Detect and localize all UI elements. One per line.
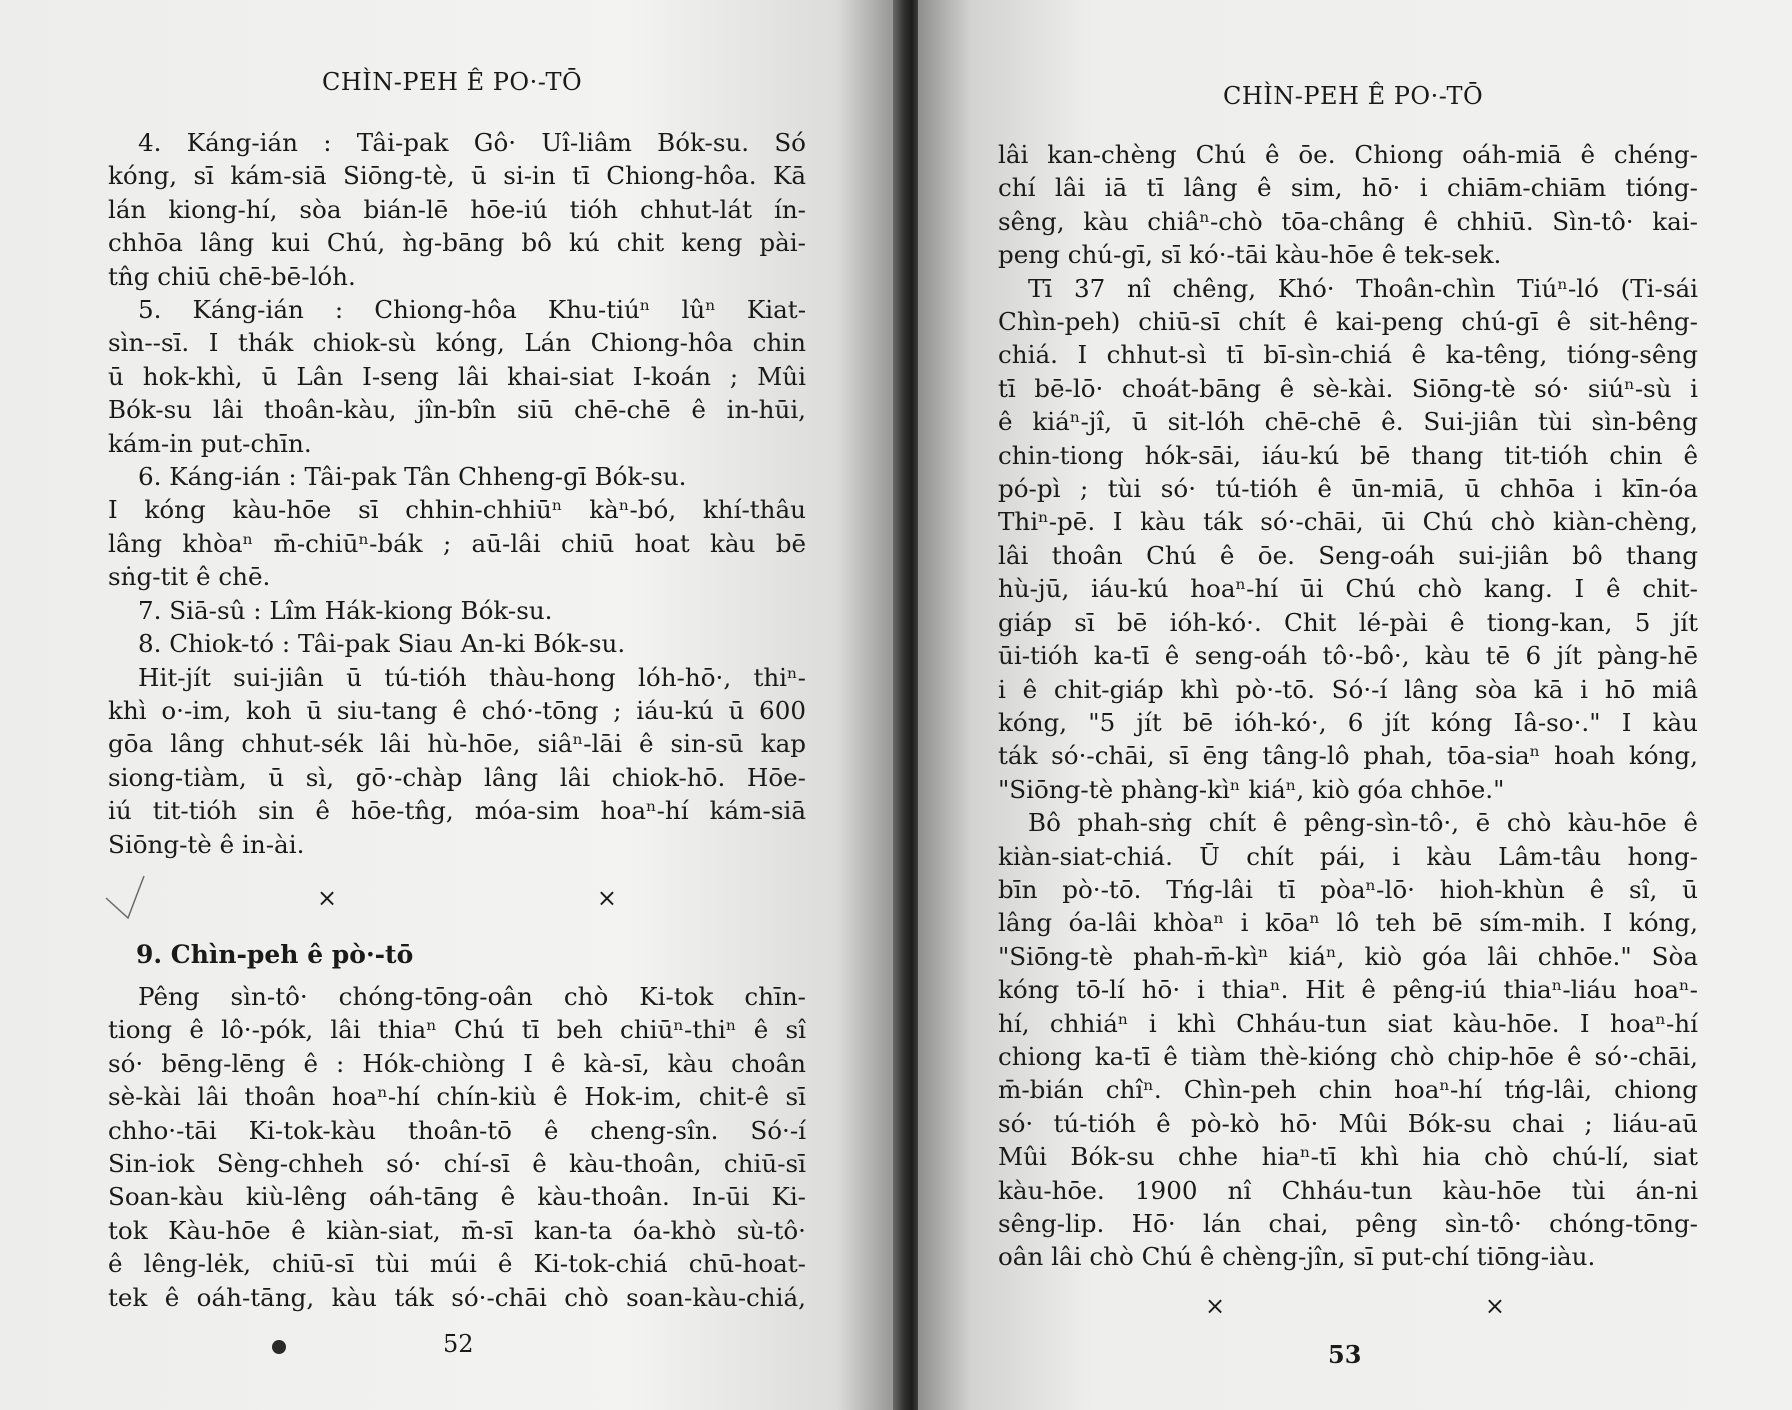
text-line: khì o·-im, koh ū siu-tang ê chó·-tōng ; iáu-kú ū 600 [108,695,806,725]
running-head: CHÌN-PEH Ê PO·-TŌ [322,68,583,96]
text-line: kóng tō-lí hō· i thiaⁿ. Hit ê pêng-iú thiaⁿ-liáu hoaⁿ- [998,975,1698,1005]
text-line: ū hok-khì, ū Lân I-seng lâi khai-siat I-koán ; Mûi [108,361,806,391]
text-line: tī bē-lō· choát-bāng ê sè-kài. Siōng-tè só· siúⁿ-sù i [998,373,1698,403]
text-line: Soan-kàu kiù-lêng oáh-tāng ê kàu-thoân. In-ūi Ki- [108,1182,806,1212]
page-number: 52 [443,1330,474,1358]
section-heading: 9. Chìn-peh ê pò·-tō [136,940,414,969]
text-line: oân lâi chò Chú ê chèng-jîn, sī put-chí tiōng-iàu. [998,1242,1596,1272]
text-line: m̄-bián chîⁿ. Chìn-peh chin hoaⁿ-hí tńg-lâi, chiong [998,1075,1698,1105]
ink-smudge [272,1340,286,1354]
text-line: lâng khòaⁿ m̄-chiūⁿ-bák ; aū-lâi chiū hoat kàu bē [108,528,806,558]
text-line: sêng-lip. Hō· lán chai, pêng sìn-tô· chóng-tōng- [998,1209,1698,1238]
text-line: sìn--sī. I thák chiok-sù kóng, Lán Chiong-hôa chin [108,328,806,358]
text-line: chhōa lâng kui Chú, ǹg-bāng bô kú chit keng pài- [108,228,806,258]
pencil-check-mark [104,874,148,924]
text-line: kóng, "5 jít bē ióh-kó·, 6 jít kóng Iâ-so·." I kàu [998,707,1698,737]
separator-mark: × [1484,1292,1505,1320]
text-line: lâi thoân Chú ê ōe. Seng-oáh sui-jiân bô thang [998,540,1698,570]
text-line: iú tit-tióh sin ê hōe-tn̂g, móa-sim hoaⁿ-hí kám-siā [108,796,806,826]
text-line: tiong ê lô·-pók, lâi thiaⁿ Chú tī beh chiūⁿ-thiⁿ ê sî [108,1015,806,1045]
text-line: Pêng sìn-tô· chóng-tōng-oân chò Ki-tok chīn- [138,982,806,1011]
text-line: Hit-jít sui-jiân ū tú-tióh thàu-hong lóh-hō·, thiⁿ- [138,662,806,692]
text-line: lâi kan-chèng Chú ê ōe. Chiong oáh-miā ê chéng- [998,140,1698,169]
body-text [108,126,806,861]
text-line: siong-tiàm, ū sì, gō·-chàp lâng lâi chiok-hō. Hōe- [108,762,806,792]
text-line: hù-jū, iáu-kú hoaⁿ-hí ūi Chú chò kang. I ê chit- [998,574,1698,604]
text-line: gōa lâng chhut-sék lâi hù-hōe, siâⁿ-lāi ê sin-sū kap [108,729,806,759]
text-line: kóng, sī kám-siā Siōng-tè, ū si-in tī Chiong-hôa. Kā [108,161,806,191]
text-line: lâng óa-lâi khòaⁿ i kōaⁿ lô teh bē sím-mih. I kóng, [998,908,1698,938]
body-text [108,980,806,1314]
text-line: kiàn-siat-chiá. Ū chít pái, i kàu Lâm-tâu hong- [998,841,1698,871]
text-line: chho·-tāi Ki-tok-kàu thoân-tō ê cheng-sîn. Só·-í [108,1115,806,1145]
text-line: sêng, kàu chiâⁿ-chò tōa-châng ê chhiū. Sìn-tô· kai- [998,206,1698,236]
text-line: hí, chhiáⁿ i khì Chháu-tun siat kàu-hōe. I hoaⁿ-hí [998,1008,1698,1038]
right-page [918,0,1792,1410]
text-line: Bô phah-sṅg chít ê pêng-sìn-tô·, ē chò kàu-hōe ê [1028,808,1698,838]
text-line: só· tú-tióh ê pò-kò hō· Mûi Bók-su chai ; liáu-aū [998,1108,1698,1138]
text-line: 8. Chiok-tó : Tâi-pak Siau An-ki Bók-su. [138,629,626,659]
text-line: Siōng-tè ê in-ài. [108,829,305,859]
text-line: sṅg-tit ê chē. [108,562,271,592]
text-line: giáp sī bē ióh-kó·. Chit lé-pài ê tiong-kan, 5 jít [998,607,1698,637]
text-line: tn̂g chiū chē-bē-lóh. [108,261,356,291]
text-line: lán kiong-hí, sòa bián-lē hōe-iú tióh chhut-lát ín- [108,194,806,224]
text-line: Sin-iok Sèng-chheh só· chí-sī ê kàu-thoân, chiū-sī [108,1149,806,1179]
separator-mark: × [317,884,338,912]
separator-mark: × [1205,1292,1226,1320]
text-line: chiong ka-tī ê tiàm thè-kióng chò chip-hōe ê só·-chāi, [998,1041,1698,1071]
text-line: 5. Káng-ián : Chiong-hôa Khu-tiúⁿ lûⁿ Kiat- [138,295,806,325]
body-text [998,138,1698,1274]
text-line: Bók-su lâi thoân-kàu, jîn-bîn siū chē-chē ê in-hūi, [108,395,806,425]
text-line: ták só·-chāi, sī ēng tâng-lô phah, tōa-siaⁿ hoah kóng, [998,741,1698,771]
text-line: chin-tiong hók-sāi, iáu-kú bē thang tit-tióh chin ê [998,440,1698,470]
text-line: tok Kàu-hōe ê kiàn-siat, m̄-sī kan-ta óa-khò sù-tô· [108,1215,806,1245]
page-number: 53 [1328,1340,1362,1369]
text-line: 7. Siā-sû : Lîm Hák-kiong Bók-su. [138,595,553,625]
text-line: Chìn-peh) chiū-sī chít ê kai-peng chú-gī ê sit-hêng- [998,307,1698,337]
text-line: Tī 37 nî chêng, Khó· Thoân-chìn Tiúⁿ-ló (Ti-sái [1028,273,1698,303]
text-line: só· bēng-lēng ê : Hók-chiòng I ê kà-sī, kàu choân [108,1048,806,1078]
text-line: Thiⁿ-pē. I kàu ták só·-chāi, ūi Chú chò kiàn-chèng, [998,507,1698,537]
section-separator [317,884,617,912]
section-separator [1205,1292,1505,1320]
text-line: ê kiáⁿ-jî, ū sit-lóh chē-chē ê. Sui-jiân tùi sìn-bêng [998,407,1698,437]
text-line: I kóng kàu-hōe sī chhin-chhiūⁿ kàⁿ-bó, khí-thâu [108,495,806,525]
text-line: bīn pò·-tō. Tńg-lâi tī pòaⁿ-lō· hioh-khùn ê sî, ū [998,874,1698,904]
text-line: ê lêng-lėk, chiū-sī tùi múi ê Ki-tok-chiá chū-hoat- [108,1249,806,1279]
text-line: 6. Káng-ián : Tâi-pak Tân Chheng-gī Bók-su. [138,462,687,492]
text-line: 4. Káng-ián : Tâi-pak Gô· Uî-liâm Bók-su. Só [138,128,806,157]
text-line: chiá. I chhut-sì tī bī-sìn-chiá ê ka-têng, tióng-sêng [998,340,1698,370]
text-line: "Siōng-tè phah-m̄-kìⁿ kiáⁿ, kiò góa lâi chhōe." Sòa [998,941,1698,971]
separator-mark: × [596,884,617,912]
text-line: kám-in put-chīn. [108,428,312,458]
text-line: tek ê oáh-tāng, kàu ták só·-chāi chò soan-kàu-chiá, [108,1282,806,1312]
text-line: chí lâi iā tī lâng ê sim, hō· i chiām-chiām tióng- [998,173,1698,203]
text-line: pó-pì ; tùi só· tú-tióh ê ūn-miā, ū chhōa i kīn-óa [998,474,1698,504]
text-line: kàu-hōe. 1900 nî Chháu-tun kàu-hōe tùi án-ni [998,1175,1698,1205]
text-line: Mûi Bók-su chhe hiaⁿ-tī khì hia chò chú-lí, siat [998,1142,1698,1172]
text-line: peng chú-gī, sī kó·-tāi kàu-hōe ê tek-sek. [998,240,1502,270]
text-line: i ê chit-giáp khì pò·-tō. Só·-í lâng sòa kā i hō miâ [998,674,1698,704]
running-head: CHÌN-PEH Ê PO·-TŌ [1223,82,1484,110]
text-line: ūi-tióh ka-tī ê seng-oáh tô·-bô·, kàu tē 6 jít pàng-hē [998,641,1698,671]
text-line: "Siōng-tè phàng-kìⁿ kiáⁿ, kiò góa chhōe." [998,774,1505,804]
text-line: sè-kài lâi thoân hoaⁿ-hí chín-kiù ê Hok-im, chit-ê sī [108,1082,806,1112]
